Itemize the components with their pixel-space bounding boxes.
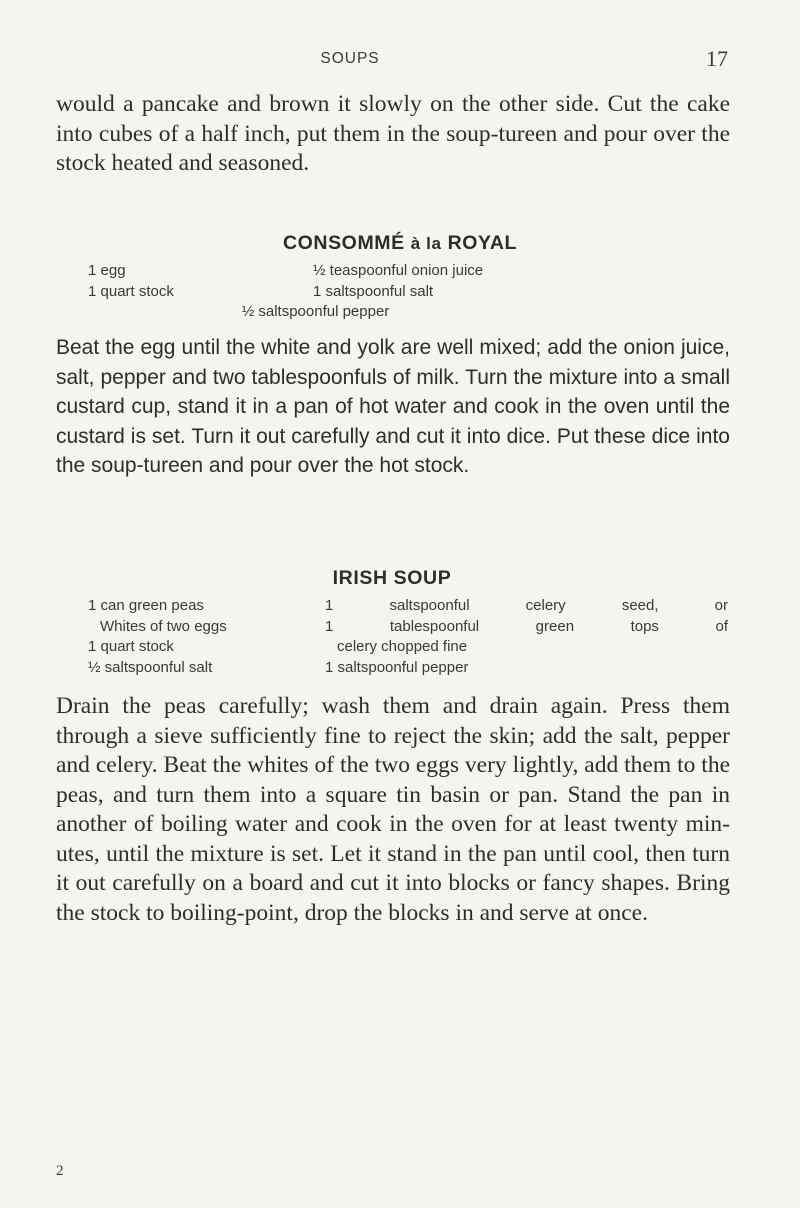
ingredient-item: 1 tablespoonful green tops of [325, 617, 728, 635]
irish-soup-ingredients-left [88, 596, 227, 678]
ingredient-item: ½ saltspoonful pepper [241, 303, 390, 320]
ingredient-item: 1 saltspoonful pepper [325, 658, 469, 676]
consomme-ingredients-right [313, 261, 483, 302]
irish-soup-ingredients [88, 596, 728, 682]
running-title: SOUPS [320, 50, 380, 67]
ingredient-item: celery chopped fine [337, 638, 468, 655]
ingredient-item: 1 saltspoonful celery seed, or [325, 597, 728, 614]
consomme-title-end: ROYAL [447, 232, 518, 254]
ingredient-item: ½ teaspoonful onion juice [313, 262, 484, 279]
intro-paragraph: would a pancake and brown it slowly on the other side. Cut the cake into cubes of a half inch, put them in the soup-tureen and pour over the stock heated and seasoned. [56, 91, 730, 176]
ingredient-item: ½ saltspoonful salt [88, 658, 213, 676]
ingredient-item: 1 egg [88, 262, 126, 279]
ingredient-item: 1 saltspoonful salt [313, 282, 434, 300]
ingredient-item: 1 quart stock [88, 638, 174, 655]
signature-mark: 2 [56, 1163, 64, 1179]
ingredient-item: 1 can green peas [88, 597, 204, 614]
irish-soup-ingredients-right [325, 596, 728, 678]
consomme-directions: Beat the egg until the white and yolk are well mixed; add the onion juice, salt, pepper and two tablespoonfuls of milk. Turn the mixture into a small custard cup, stand it in a pan of hot water and cook in the oven until the custard is set. Turn it out carefully and cut it into dice. Put these dice into the soup-tureen and pour over the hot stock. [56, 336, 730, 477]
irish-soup-title: IRISH SOUP [332, 567, 452, 589]
consomme-ingredients-left [88, 261, 174, 302]
consomme-ingredients [88, 261, 728, 323]
page-number: 17 [706, 46, 728, 71]
ingredient-item: Whites of two eggs [100, 617, 227, 635]
consomme-title-small: à la [410, 234, 442, 253]
ingredient-item: 1 quart stock [88, 282, 174, 300]
consomme-title [0, 232, 800, 255]
irish-soup-directions: Drain the peas carefully; wash them and drain again. Press them through a sieve sufficiently fine to reject the skin; add the salt, pepper and celery. Beat the whites of the two eggs very lightly, add them to the peas, and turn them into a square tin basin or pan. Stand the pan in another of boiling water and cook in the oven for at least twenty min- utes, until the mixture is set. Let it stand in the pan until cool, then turn it out carefully on a board and cut it into blocks or fancy shapes. Bring the stock to boiling-point, drop the blocks in and serve at once. [56, 693, 730, 926]
consomme-title-main: CONSOMMÉ [282, 232, 405, 254]
running-head [0, 46, 800, 74]
